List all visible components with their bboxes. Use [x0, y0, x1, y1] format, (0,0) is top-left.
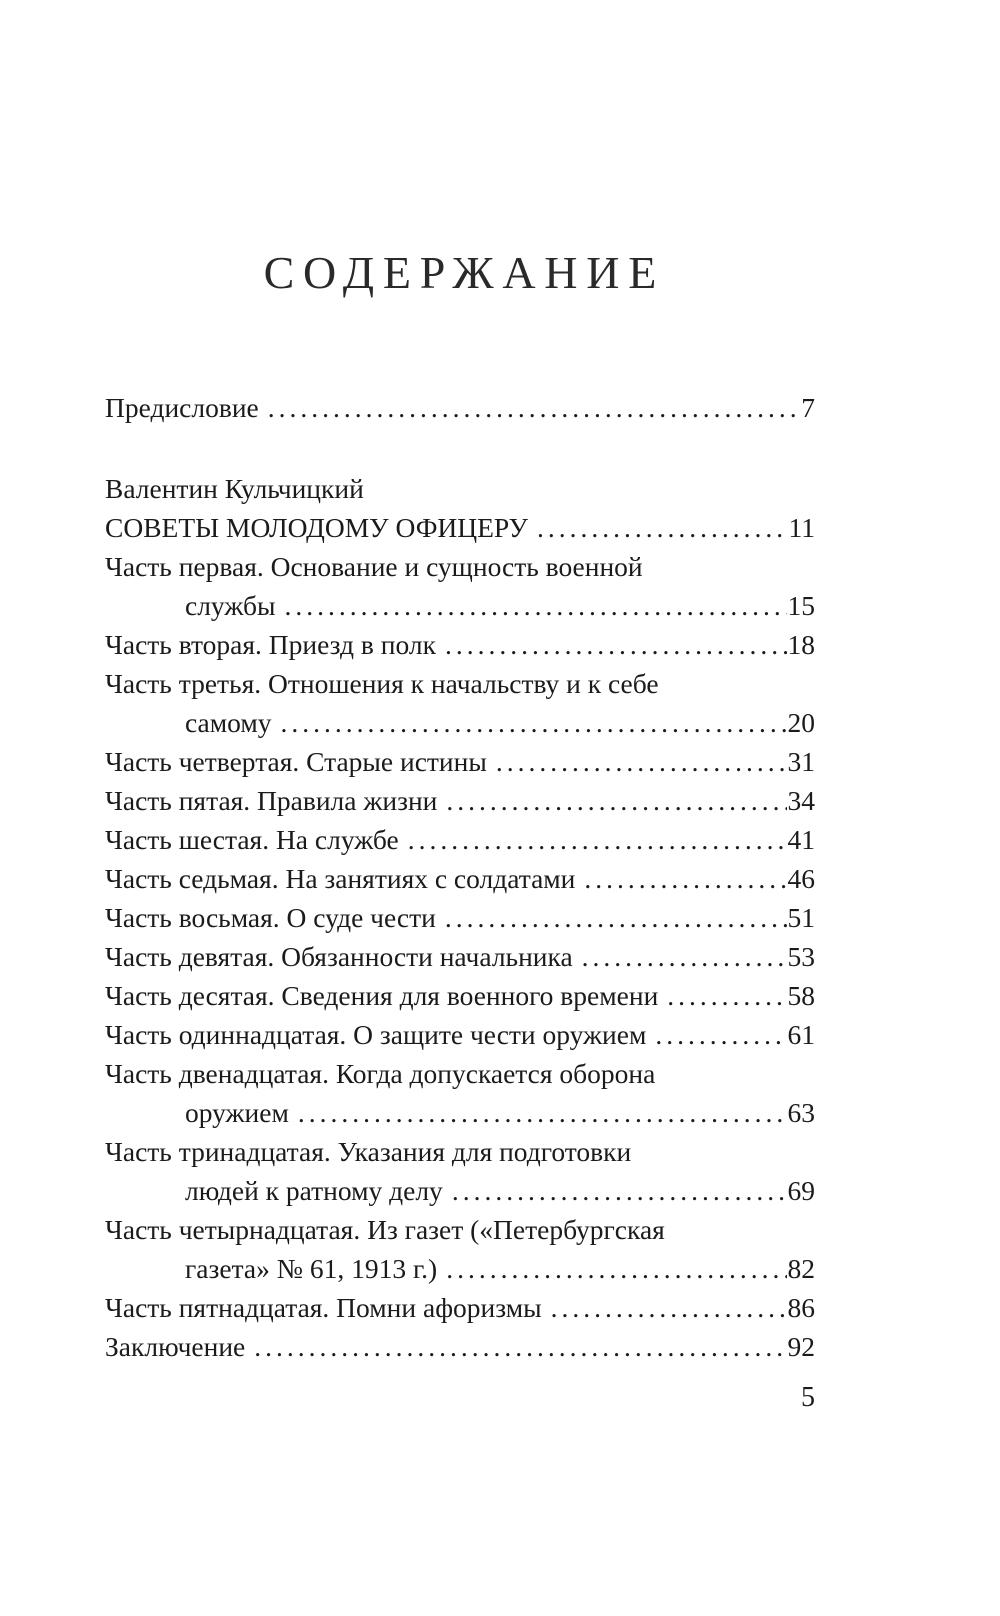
dot-leader — [537, 508, 788, 547]
toc-entry-text: Часть третья. Отношения к начальству и к себе — [105, 668, 659, 699]
toc-entry — [105, 898, 815, 937]
toc-page-number: 61 — [787, 1019, 815, 1050]
dot-leader — [667, 976, 786, 1015]
toc-entry-text: Часть тринадцатая. Указания для подготовки — [105, 1136, 632, 1167]
dot-leader — [254, 1327, 786, 1366]
toc-entry-text: самому — [185, 707, 272, 738]
toc-entry-text: Часть четырнадцатая. Из газет («Петербургская — [105, 1214, 665, 1245]
toc-entry-text: Часть пятая. Правила жизни — [105, 785, 438, 816]
toc-entry-text: СОВЕТЫ МОЛОДОМУ ОФИЦЕРУ — [105, 512, 529, 543]
dot-leader — [446, 1249, 786, 1288]
toc-list — [105, 388, 815, 1366]
toc-page-number: 86 — [787, 1292, 815, 1323]
toc-entry-line — [105, 742, 815, 781]
toc-entry-text: Часть двенадцатая. Когда допускается оборона — [105, 1058, 656, 1089]
toc-entry-text: Часть восьмая. О суде чести — [105, 902, 436, 933]
toc-entry — [105, 820, 815, 859]
toc-entry — [105, 976, 815, 1015]
toc-entry-line — [105, 976, 815, 1015]
dot-leader — [408, 820, 787, 859]
toc-entry-text: людей к ратному делу — [185, 1175, 443, 1206]
toc-page-number: 69 — [787, 1175, 815, 1206]
toc-entry-line — [105, 1249, 815, 1288]
toc-entry — [105, 1054, 815, 1132]
toc-page-number: 18 — [787, 629, 815, 660]
toc-entry-line — [105, 1210, 815, 1249]
toc-entry — [105, 742, 815, 781]
toc-entry-line — [105, 547, 815, 586]
toc-entry-text: службы — [185, 590, 276, 621]
dot-leader — [298, 1093, 787, 1132]
toc-entry-line — [105, 937, 815, 976]
dot-leader — [268, 388, 801, 427]
toc-entry-line — [105, 859, 815, 898]
toc-entry — [105, 664, 815, 742]
folio-page-number: 5 — [801, 1382, 815, 1413]
toc-page-number: 92 — [787, 1331, 815, 1362]
toc-entry — [105, 625, 815, 664]
toc-page-number: 20 — [787, 707, 815, 738]
toc-entry-line — [105, 898, 815, 937]
page-title: СОДЕРЖАНИЕ — [263, 247, 666, 298]
toc-page-number: 15 — [787, 590, 815, 621]
toc-entry-line — [105, 1093, 815, 1132]
toc-entry-text: оружием — [185, 1097, 289, 1128]
dot-leader — [445, 898, 787, 937]
toc-page-number: 41 — [787, 824, 815, 855]
toc-entry — [105, 469, 815, 547]
toc-entry-text: Валентин Кульчицкий — [105, 473, 364, 504]
toc-page-number: 53 — [787, 941, 815, 972]
toc-entry-text: Часть девятая. Обязанности начальника — [105, 941, 573, 972]
toc-entry-line — [105, 781, 815, 820]
toc-page-number: 58 — [787, 980, 815, 1011]
toc-entry-line — [105, 469, 815, 508]
toc-entry-text: Часть первая. Основание и сущность военной — [105, 551, 643, 582]
toc-entry-line — [105, 625, 815, 664]
toc-page-number: 46 — [787, 863, 815, 894]
toc-entry-line — [105, 664, 815, 703]
dot-leader — [446, 781, 786, 820]
dot-leader — [452, 1171, 787, 1210]
toc-entry-text: Часть седьмая. На занятиях с солдатами — [105, 863, 576, 894]
toc-entry-line — [105, 1327, 815, 1366]
toc-entry — [105, 859, 815, 898]
toc-entry — [105, 1132, 815, 1210]
dot-leader — [584, 859, 786, 898]
toc-entry-line — [105, 1288, 815, 1327]
toc-page-number: 31 — [787, 746, 815, 777]
toc-entry-line — [105, 388, 815, 427]
toc-entry-text: Часть пятнадцатая. Помни афоризмы — [105, 1292, 542, 1323]
dot-leader — [582, 937, 787, 976]
toc-page-number: 51 — [787, 902, 815, 933]
toc-entry-line — [105, 1171, 815, 1210]
toc-entry-line — [105, 586, 815, 625]
dot-leader — [281, 703, 787, 742]
dot-leader — [655, 1015, 786, 1054]
toc-entry — [105, 781, 815, 820]
toc-entry — [105, 547, 815, 625]
toc-entry-line — [105, 703, 815, 742]
toc-entry — [105, 937, 815, 976]
toc-entry-line — [105, 1054, 815, 1093]
dot-leader — [496, 742, 787, 781]
dot-leader — [551, 1288, 787, 1327]
toc-entry-line — [105, 1015, 815, 1054]
toc-entry-text: Часть одиннадцатая. О защите чести оружием — [105, 1019, 647, 1050]
toc-entry-text: газета» № 61, 1913 г.) — [185, 1253, 438, 1284]
toc-entry-line — [105, 1132, 815, 1171]
toc-entry — [105, 1210, 815, 1288]
toc-entry — [105, 1015, 815, 1054]
toc-page-number: 34 — [787, 785, 815, 816]
toc-entry-text: Часть шестая. На службе — [105, 824, 399, 855]
toc-entry — [105, 388, 815, 427]
toc-page-number: 7 — [801, 392, 815, 423]
toc-page-number: 11 — [788, 512, 815, 543]
toc-page-number: 63 — [787, 1097, 815, 1128]
toc-entry-line — [105, 820, 815, 859]
toc-entry-text: Заключение — [105, 1331, 246, 1362]
toc-entry-text: Часть вторая. Приезд в полк — [105, 629, 436, 660]
toc-entry-text: Часть десятая. Сведения для военного времени — [105, 980, 659, 1011]
toc-entry-text: Предисловие — [105, 392, 259, 423]
dot-leader — [284, 586, 786, 625]
toc-entry — [105, 1327, 815, 1366]
toc-page-number: 82 — [787, 1253, 815, 1284]
toc-entry — [105, 1288, 815, 1327]
toc-entry-line — [105, 508, 815, 547]
toc-entry-text: Часть четвертая. Старые истины — [105, 746, 487, 777]
dot-leader — [445, 625, 787, 664]
